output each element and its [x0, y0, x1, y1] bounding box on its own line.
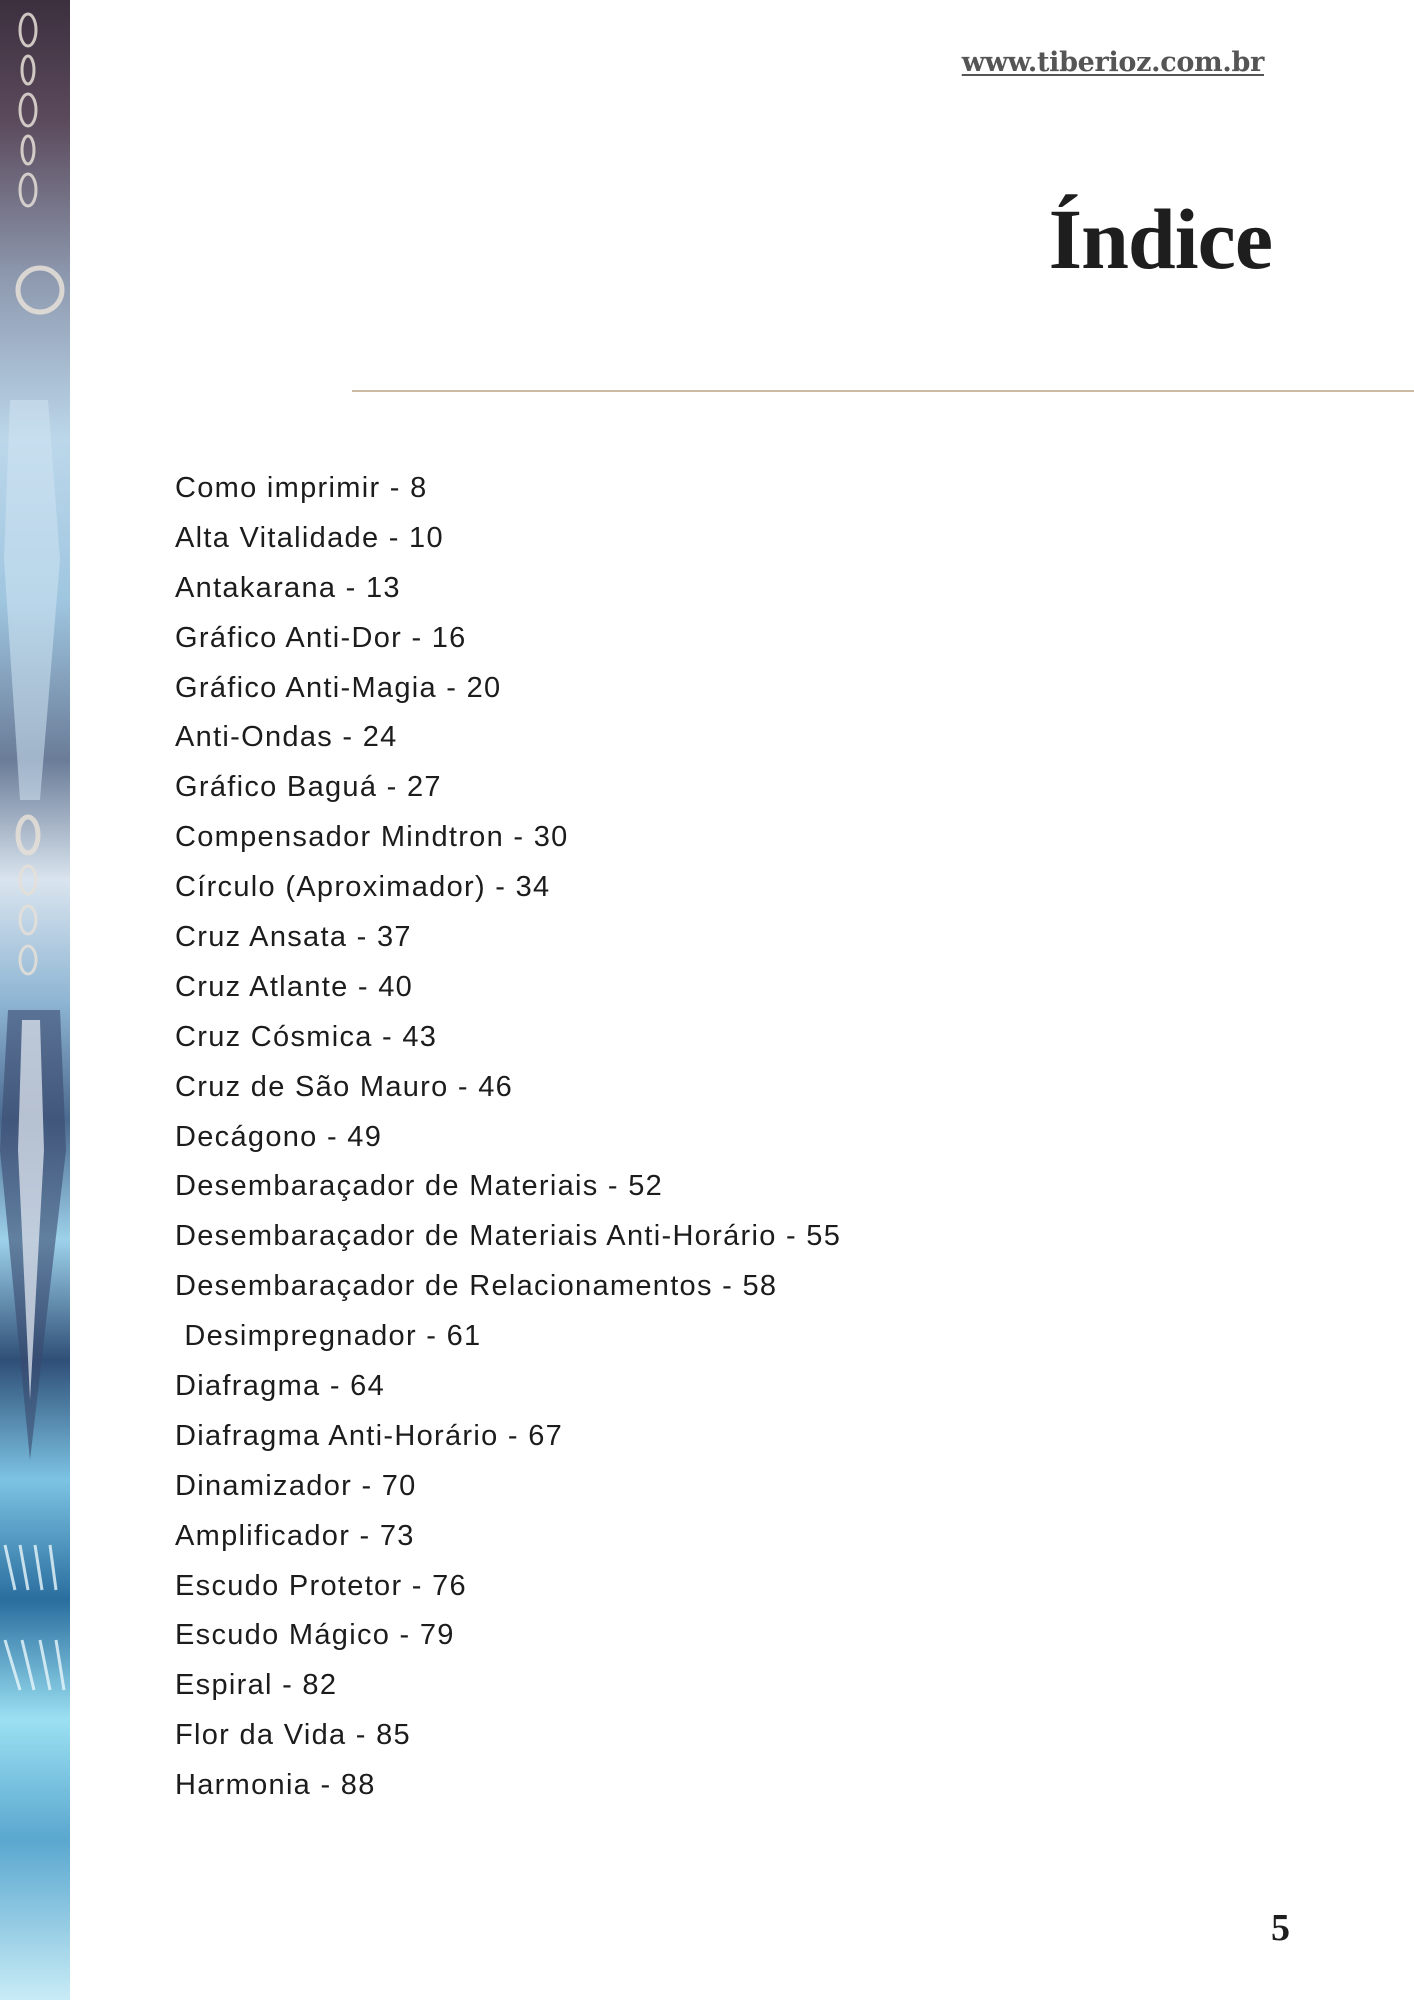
- toc-entry[interactable]: Cruz de São Mauro - 46: [175, 1070, 514, 1103]
- table-of-contents: [175, 464, 841, 1811]
- toc-entry[interactable]: Gráfico Anti-Dor - 16: [175, 621, 467, 654]
- page-title: Índice: [1048, 191, 1272, 287]
- toc-entry[interactable]: Harmonia - 88: [175, 1769, 376, 1802]
- toc-entry[interactable]: Alta Vitalidade - 10: [175, 521, 444, 554]
- toc-entry[interactable]: Compensador Mindtron - 30: [175, 821, 569, 854]
- toc-entry[interactable]: Cruz Ansata - 37: [175, 921, 412, 954]
- toc-entry[interactable]: Decágono - 49: [175, 1120, 383, 1153]
- toc-entry[interactable]: Dinamizador - 70: [175, 1469, 417, 1502]
- toc-entry[interactable]: Desembaraçador de Materiais Anti-Horário - 55: [175, 1220, 842, 1253]
- toc-entry[interactable]: Amplificador - 73: [175, 1519, 415, 1552]
- side-illustration: [0, 0, 70, 2000]
- site-url-link[interactable]: www.tiberioz.com.br: [961, 47, 1264, 78]
- toc-entry[interactable]: Escudo Mágico - 79: [175, 1619, 455, 1652]
- page-number: 5: [1271, 1907, 1290, 1949]
- toc-entry[interactable]: Flor da Vida - 85: [175, 1719, 411, 1752]
- toc-entry[interactable]: Espiral - 82: [175, 1669, 338, 1702]
- toc-entry[interactable]: Gráfico Baguá - 27: [175, 771, 442, 804]
- title-divider: [352, 390, 1414, 392]
- toc-entry[interactable]: Círculo (Aproximador) - 34: [175, 871, 551, 904]
- toc-entry[interactable]: Como imprimir - 8: [175, 472, 428, 504]
- toc-entry[interactable]: Desimpregnador - 61: [175, 1320, 482, 1353]
- toc-entry[interactable]: Escudo Protetor - 76: [175, 1569, 467, 1602]
- toc-entry[interactable]: Cruz Cósmica - 43: [175, 1020, 438, 1053]
- toc-entry[interactable]: Anti-Ondas - 24: [175, 721, 398, 754]
- pendulum-chain-icon: [0, 0, 70, 2000]
- toc-entry[interactable]: Gráfico Anti-Magia - 20: [175, 671, 502, 704]
- toc-entry[interactable]: Desembaraçador de Materiais - 52: [175, 1170, 664, 1203]
- toc-entry[interactable]: Cruz Atlante - 40: [175, 970, 414, 1003]
- toc-entry[interactable]: Diafragma Anti-Horário - 67: [175, 1419, 564, 1452]
- toc-entry[interactable]: Desembaraçador de Relacionamentos - 58: [175, 1270, 778, 1303]
- toc-entry[interactable]: Antakarana - 13: [175, 571, 401, 604]
- toc-entry[interactable]: Diafragma - 64: [175, 1370, 385, 1403]
